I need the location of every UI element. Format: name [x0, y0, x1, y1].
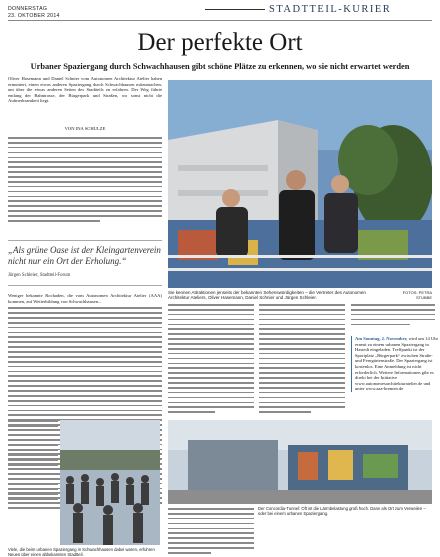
- crowd-photo-image: [60, 420, 160, 545]
- col1-bottom-snippet: Weniger bekannte Rochaden, die vom Autonomen Architektur Atelier (AAA) kommen, auf Weiterbildung von Schwachhausen...: [8, 293, 162, 304]
- info-text: wird um 14 Uhr erneut zu einem urbanen Spaziergang in Hastedt eingeladen. Treffpunkt ist der Sportplatz „Bürgerpark“ zwischen Straße- und Ferngärtenstraße. Der Spaziergang ist kostenlos. Eine Anmeldung ist nicht erforderlich. Weitere Informationen gibt es direkt bei der Initiative www.autonomesarchitekturatelier.de und unter www.aaa-bremen.de: [355, 336, 439, 392]
- body-text-col2: [168, 304, 254, 416]
- quote-text: „Als grüne Oase ist der Kleingartenverein nicht nur ein Ort der Erholung.“: [8, 245, 161, 266]
- headline: Der perfekte Ort: [137, 29, 303, 56]
- info-box: [351, 336, 439, 392]
- quote-source: Jürgen Schleier, Stadtteil-Forum: [8, 273, 71, 278]
- section-masthead: [205, 4, 433, 15]
- subheadline: Urbaner Spaziergang durch Schwachhausen gibt schöne Plätze zu erkennen, wo sie nicht erwartet werden: [30, 62, 410, 71]
- crowd-photo: [60, 420, 160, 545]
- tunnel-photo-image: [168, 420, 432, 504]
- info-dateline: Am Sonntag, 2. November,: [355, 336, 408, 341]
- tunnel-photo-caption: Der Concordia-Tunnel: Oft ist die Lärmbelastung groß hoch. Dann als Ort zum Verweilen – oder bei einem urbanen Spaziergang.: [258, 506, 426, 516]
- section-title: STADTTEIL-KURIER: [269, 4, 392, 15]
- pull-quote: [8, 240, 162, 286]
- tunnel-photo: [168, 420, 432, 504]
- header-rule: [8, 20, 432, 21]
- photo-credit: FOTOS: PETRA STUBBE: [402, 290, 432, 301]
- weekday: DONNERSTAG: [8, 6, 48, 12]
- main-photo-image: [168, 80, 432, 288]
- body-text-col2-lower: [168, 508, 254, 557]
- masthead-rule: [205, 9, 265, 10]
- author-line: VON INA SCHULZE: [64, 126, 106, 131]
- body-text-col1-lower: [8, 420, 58, 503]
- date: 23. OKTOBER 2014: [8, 12, 60, 19]
- crowd-photo-caption: Viele, die beim urbanen Spaziergang in Schwachhausen dabei waren, erfuhren Neues über einen altbekannten Stadtteil.: [8, 547, 155, 557]
- lead-text: Oliver Hasemann und Daniel Schnier vom Autonomen Architektur Atelier haben ermuntert, einen etwas anderen Spaziergang durch Schwachhausen mitzumachen, um über die etwas anderen Seiten des Stadtteils zu erfahren. Der Weg führte entlang der Bahntrasse, der Bürgerpark und Straßen, wo sonst nicht die Aufmerksamkeit liegt.: [8, 76, 162, 104]
- body-text-col1-top: [8, 137, 162, 225]
- dateline-block: [8, 6, 60, 19]
- photo-caption: Sie kennen Attraktionen jenseits der bekannten Sehenswürdigkeiten – die Vertreter des Autonomen Architektur Ateliers, Oliver Hasemann, Daniel Schnier und Jürgen Schleier.: [168, 290, 366, 301]
- main-photo: [168, 80, 432, 288]
- lead-paragraph: [8, 76, 162, 104]
- body-text-col3: [259, 304, 345, 416]
- body-text-col4: [351, 304, 435, 328]
